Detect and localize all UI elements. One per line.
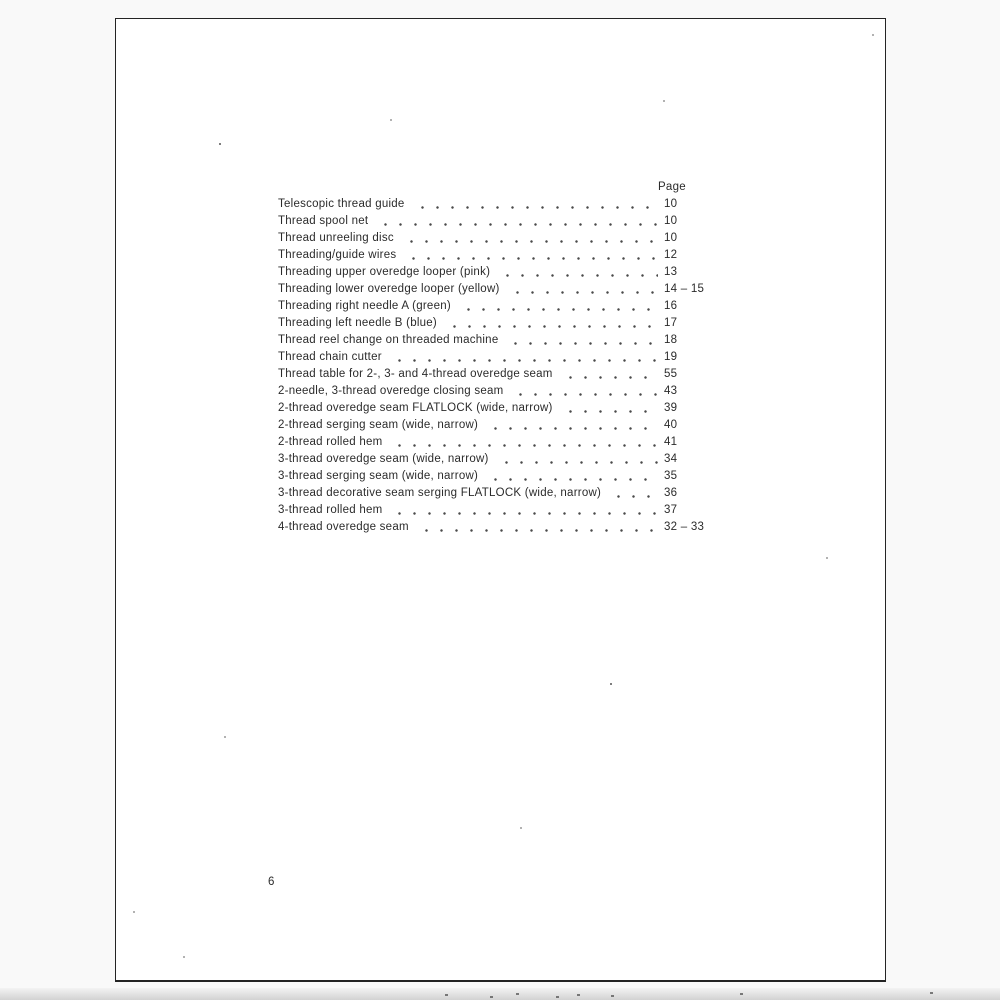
toc-item-title: Thread reel change on threaded machine: [278, 334, 499, 346]
dot-leader: [561, 400, 658, 417]
toc-item-page: 34: [664, 453, 678, 465]
dot-leader: [413, 196, 658, 213]
scanned-page: [115, 18, 886, 982]
scan-speck: [610, 683, 612, 685]
toc-item-page: 41: [664, 436, 678, 448]
toc-item-title: 2-thread serging seam (wide, narrow): [278, 419, 479, 431]
toc-item-page: 39: [664, 402, 678, 414]
dot-leader: [390, 502, 658, 519]
toc-item-page: 36: [664, 487, 678, 499]
toc-row: [278, 485, 716, 502]
dot-leader: [445, 315, 658, 332]
toc-item-title: 4-thread overedge seam: [278, 521, 409, 533]
toc-row: [278, 213, 716, 230]
dot-leader: [486, 468, 658, 485]
toc-row: [278, 451, 716, 468]
toc-row: [278, 247, 716, 264]
toc-row: [278, 434, 716, 451]
toc-item-page: 10: [664, 232, 678, 244]
scan-speck: [219, 143, 221, 145]
scan-edge-shadow: [0, 988, 1000, 1000]
scan-speck: [520, 827, 522, 829]
toc-item-title: Threading left needle B (blue): [278, 317, 438, 329]
dot-leader: [404, 247, 658, 264]
toc-row: [278, 502, 716, 519]
dot-leader: [459, 298, 658, 315]
toc-item-title: Threading lower overedge looper (yellow): [278, 283, 500, 295]
dot-leader: [508, 281, 658, 298]
toc-item-title: Telescopic thread guide: [278, 198, 405, 210]
toc-item-title: Thread table for 2-, 3- and 4-thread overedge seam: [278, 368, 553, 380]
scan-speck: [663, 100, 665, 102]
scan-speck: [826, 557, 828, 559]
toc-item-title: 3-thread rolled hem: [278, 504, 383, 516]
toc-item-title: 3-thread decorative seam serging FLATLOCK (wide, narrow): [278, 487, 602, 499]
toc-item-page: 14 – 15: [664, 283, 705, 295]
toc-item-title: 2-thread rolled hem: [278, 436, 383, 448]
toc-row: [278, 332, 716, 349]
dot-leader: [506, 332, 658, 349]
toc-item-page: 12: [664, 249, 678, 261]
footer-page-number: 6: [268, 876, 275, 888]
toc-row: [278, 468, 716, 485]
dot-leader: [561, 366, 658, 383]
toc-item-page: 17: [664, 317, 678, 329]
dot-leader: [390, 349, 658, 366]
dot-leader: [402, 230, 658, 247]
toc-item-title: 2-thread overedge seam FLATLOCK (wide, narrow): [278, 402, 553, 414]
toc-item-page: 35: [664, 470, 678, 482]
toc-item-page: 37: [664, 504, 678, 516]
toc-row: [278, 281, 716, 298]
toc-item-page: 10: [664, 215, 678, 227]
dot-leader: [417, 519, 658, 536]
toc-item-page: 16: [664, 300, 678, 312]
toc-item-page: 43: [664, 385, 678, 397]
scan-speck: [183, 956, 185, 958]
toc-row: [278, 264, 716, 281]
toc-row: [278, 366, 716, 383]
toc-item-page: 32 – 33: [664, 521, 705, 533]
toc-row: [278, 417, 716, 434]
toc-item-page: 18: [664, 334, 678, 346]
dot-leader: [498, 264, 658, 281]
dot-leader: [497, 451, 658, 468]
toc-row: [278, 400, 716, 417]
toc-item-page: 40: [664, 419, 678, 431]
toc-item-title: Threading right needle A (green): [278, 300, 451, 312]
toc-item-title: 3-thread overedge seam (wide, narrow): [278, 453, 489, 465]
dot-leader: [390, 434, 658, 451]
toc-row: [278, 315, 716, 332]
scan-speck: [133, 911, 135, 913]
toc-row: [278, 298, 716, 315]
toc-item-title: 3-thread serging seam (wide, narrow): [278, 470, 479, 482]
dot-leader: [609, 485, 658, 502]
toc-item-page: 13: [664, 266, 678, 278]
scan-speck: [390, 119, 392, 121]
scan-speck: [224, 736, 226, 738]
toc-item-page: 10: [664, 198, 678, 210]
dot-leader: [376, 213, 658, 230]
toc-item-title: Threading/guide wires: [278, 249, 397, 261]
scan-speck: [872, 34, 874, 36]
toc-row: [278, 196, 716, 213]
dot-leader: [486, 417, 658, 434]
toc-item-title: Threading upper overedge looper (pink): [278, 266, 491, 278]
toc-item-title: Thread spool net: [278, 215, 369, 227]
toc-item-page: 19: [664, 351, 678, 363]
toc-row: [278, 349, 716, 366]
toc-row: [278, 519, 716, 536]
toc-item-title: 2-needle, 3-thread overedge closing seam: [278, 385, 504, 397]
toc-row: [278, 383, 716, 400]
toc-item-title: Thread unreeling disc: [278, 232, 394, 244]
table-of-contents: [278, 181, 716, 536]
toc-item-title: Thread chain cutter: [278, 351, 382, 363]
dot-leader: [511, 383, 658, 400]
page-column-header: Page: [658, 181, 686, 193]
toc-row: [278, 230, 716, 247]
toc-item-page: 55: [664, 368, 678, 380]
